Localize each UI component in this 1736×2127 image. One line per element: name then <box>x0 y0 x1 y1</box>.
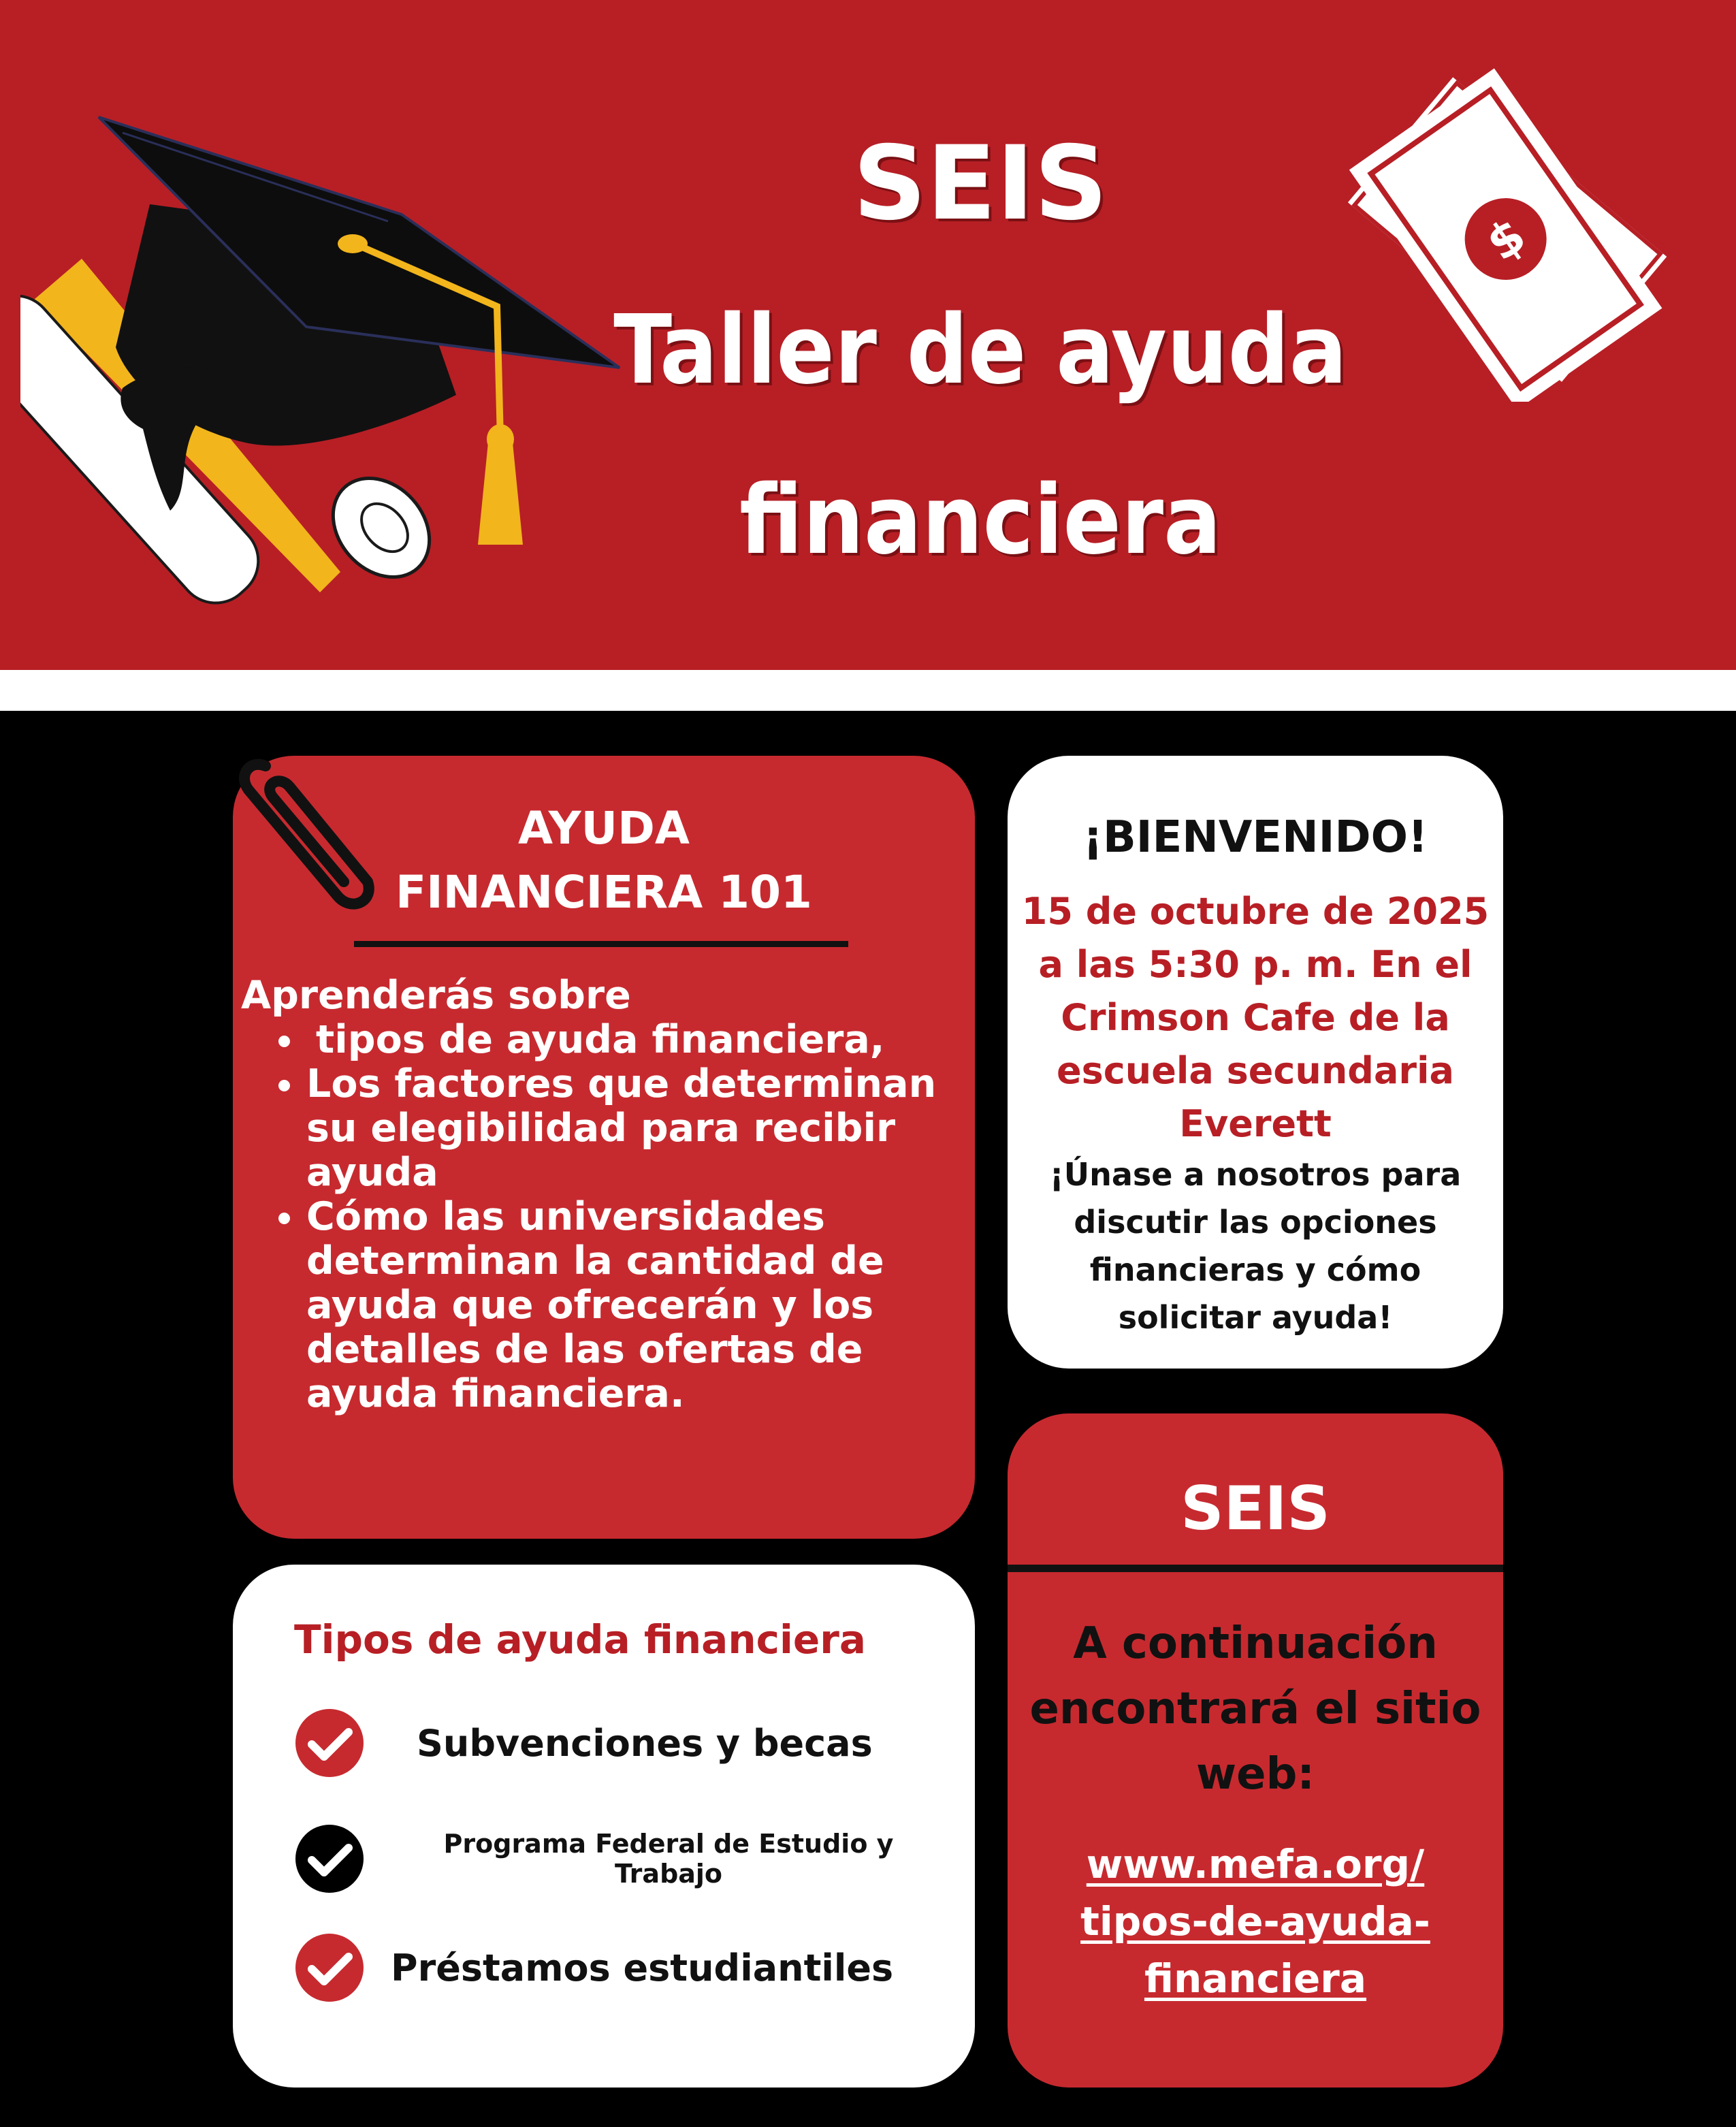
event-details: 15 de octubre de 2025 a las 5:30 p. m. En el Crimson Cafe de la escuela secundaria Everett <box>1021 890 1490 1145</box>
seis-card-text: A continuación encontrará el sitio web: <box>1029 1618 1481 1800</box>
website-link-line1[interactable]: www.mefa.org/ <box>1086 1841 1425 1887</box>
page-title-line2: Taller de ayuda <box>613 295 1347 406</box>
ayuda-101-title-line1: AYUDA <box>517 802 690 854</box>
tipo-row-prestamos <box>294 1932 948 2007</box>
divider-strip <box>0 670 1736 711</box>
tipo-label: Programa Federal de Estudio y Trabajo <box>443 1829 894 1889</box>
ayuda-101-body <box>241 974 963 1416</box>
svg-text:$: $ <box>1476 207 1536 272</box>
ayuda-101-title-line2: FINANCIERA 101 <box>396 866 812 918</box>
tipos-heading: Tipos de ayuda financiera <box>294 1616 866 1663</box>
seis-website-card <box>1008 1413 1503 2088</box>
check-icon <box>294 1708 365 1778</box>
seis-card-divider <box>1008 1565 1503 1572</box>
header-banner <box>0 0 1736 670</box>
event-invite: ¡Únase a nosotros para discutir las opciones financieras y cómo solicitar ayuda! <box>1049 1156 1462 1336</box>
list-item <box>306 1195 963 1416</box>
paperclip-icon <box>235 749 385 926</box>
tipo-row-trabajo <box>294 1823 948 1898</box>
list-item-text: Los factores que determinan su elegibilidad para recibir ayuda <box>306 1061 937 1195</box>
page-title-line3: financiera <box>739 465 1222 576</box>
page-title-seis: SEIS <box>852 125 1108 243</box>
seis-card-heading: SEIS <box>1180 1473 1330 1544</box>
graduation-cap-icon <box>20 102 633 606</box>
tipo-label: Subvenciones y becas <box>417 1721 873 1765</box>
ayuda-101-intro: Aprenderás sobre <box>241 973 631 1018</box>
list-item-text: Cómo las universidades determinan la cantidad de ayuda que ofrecerán y los detalles de las ofertas de ayuda financiera. <box>306 1194 884 1416</box>
bienvenido-card <box>1008 756 1503 1369</box>
list-item <box>306 1018 963 1062</box>
website-link-line3[interactable]: financiera <box>1144 1955 1367 2002</box>
bienvenido-heading: ¡BIENVENIDO! <box>1082 812 1428 863</box>
website-link-line2[interactable]: tipos-de-ayuda- <box>1080 1898 1430 1945</box>
ayuda-101-underline <box>354 941 848 947</box>
check-icon <box>294 1932 365 2003</box>
tipo-row-subvenciones <box>294 1708 948 1782</box>
list-item <box>306 1062 963 1195</box>
website-link[interactable] <box>1021 1836 1490 2007</box>
tipos-card <box>233 1565 975 2088</box>
list-item-text: tipos de ayuda financiera, <box>316 1017 885 1062</box>
check-icon <box>294 1823 365 1894</box>
tipo-label: Préstamos estudiantiles <box>391 1946 894 1989</box>
ayuda-101-list <box>241 1018 963 1416</box>
